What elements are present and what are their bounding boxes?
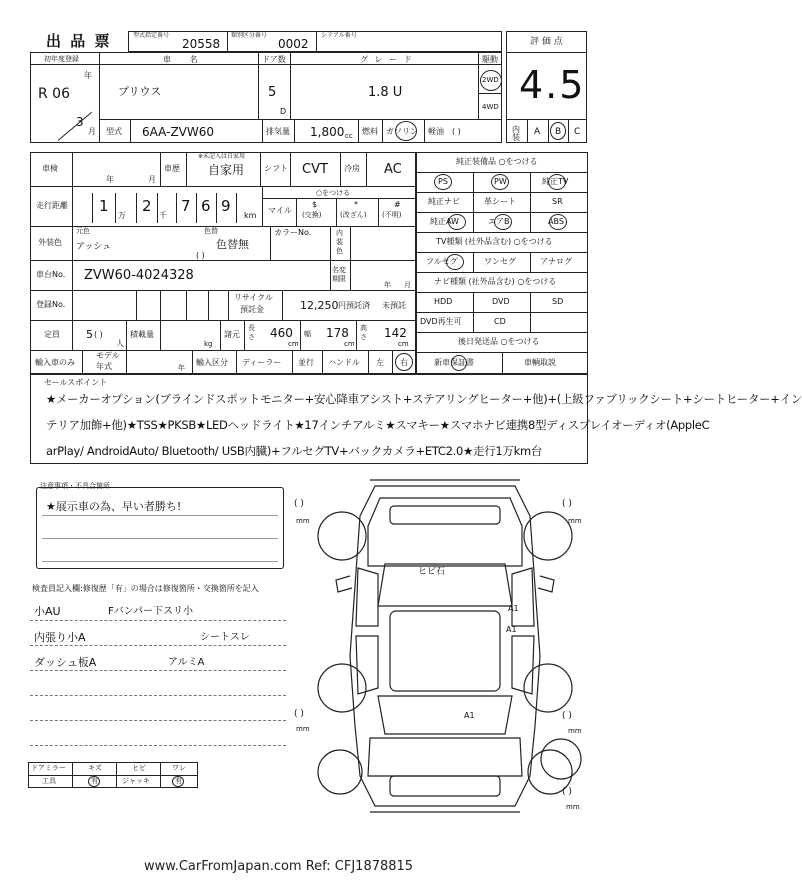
height-value: 142 [384,326,407,340]
tv-fullseg-circle [446,254,464,270]
legend-header-kizu: キズ [88,764,102,772]
displacement-unit: cc [345,132,353,140]
history-note: ※未記入は自家用 [198,153,246,160]
odo-unit-man: 万 [118,211,126,220]
tire-rl-mm: mm [296,725,310,733]
sales-line-2: テリア加飾+他)★TSS★PKSB★LEDヘッドライト★17インチアルミ★スマキー★スマホナビ連携8型ディスプレイオーディオ(AppleC [46,418,710,432]
recycle-unpaid: 未預託 [382,301,406,310]
sales-line-3: arPlay/ AndroidAuto/ Bluetooth/ USB内臓)+フルセグTV+バックカメラ+ETC2.0★走行1万km台 [46,444,543,458]
shift-value: CVT [302,162,328,177]
length-unit: cm [288,340,299,348]
month-value: 3 [76,115,84,129]
handle-label: ハンドル [328,358,360,367]
mileage-opt-tamper: * [354,200,358,209]
navi-hdd: HDD [434,297,453,306]
odo-digit-4: 6 [201,197,211,215]
displacement-label: 排気量 [266,127,290,136]
equip-sr: SR [552,197,563,206]
navi-dvd-play: DVD再生可 [420,317,462,326]
sheet-title: 出 品 票 [46,32,112,50]
model-year-unit: 年 [178,364,185,372]
import-class-label: 輸入区分 [196,358,228,367]
first-reg-label: 初年度登録 [44,55,79,63]
odo-unit-sen: 千 [159,211,167,220]
history-label: 車歴 [164,164,180,173]
tire-fr-paren: ( ) [562,499,572,509]
width-value: 178 [326,326,349,340]
color-original-label: 元色 [76,227,90,235]
light-oil-paren: ( ) [452,127,461,136]
model-value: 6AA-ZVW60 [142,125,215,139]
watermark: www.CarFromJapan.com Ref: CFJ1878815 [144,859,414,874]
legend-tools-circle [88,776,100,787]
load-label: 積載量 [130,330,154,339]
car-name-label: 車 名 [163,55,206,64]
interior-grade-b: B [555,127,562,137]
legend-jack-yes: 有 [175,777,182,785]
category-label: 類別区分番号 [231,32,268,39]
light-oil-label: 軽油 [428,127,444,136]
equip-airbag: エアB [488,217,510,226]
inspector-item-3-right: アルミA [168,657,205,668]
doors-value: 5 [268,85,277,100]
odometer-label: 走行距離 [36,201,68,210]
height-unit: cm [398,340,409,348]
damage-mark-2: A1 [506,625,517,634]
length-value: 460 [270,326,293,340]
equip-pw: PW [494,177,507,186]
caution-line-1: ★展示車の為、早い者勝ち! [46,500,182,513]
drive-4wd: 4WD [482,103,499,111]
sales-line-1: ★メーカーオプション(ブラインドスポットモニター+安心降車アシスト+ステアリングヒーター+他)+(上級ファブリックシート+シートヒーター+イン [46,392,802,406]
tire-spare-paren: ( ) [562,787,572,797]
fuel-label: 燃料 [362,127,378,136]
tv-oneseg: ワンセグ [484,257,516,266]
tire-spare-mm: mm [566,803,580,811]
navi-sd: SD [552,297,564,306]
car-damage-diagram [290,476,600,816]
tire-fl-paren: ( ) [294,499,304,509]
model-year-label: モデル [96,351,120,360]
color-code-value: 色替無 [216,238,249,251]
damage-mark-1: A1 [508,604,519,613]
legend-header-ware: ワレ [172,764,186,772]
doors-label: ドア数 [262,55,286,64]
tire-rr-mm: mm [568,727,582,735]
inspector-item-2-left: 内張り小A [34,631,86,644]
fuel-value: ガソリン [386,127,418,136]
spare-tire [541,739,581,779]
model-cert-label: 型式指定番号 [133,32,170,39]
later-warranty: 新車保証書 [434,358,474,367]
inspector-item-1-right: Fバンパー下スリ小 [108,606,194,617]
tv-fullseg: フルセグ [426,257,458,266]
equip-leather-seat: 革シート [484,197,516,206]
ac-value: AC [384,162,402,177]
right-label: 右 [400,358,408,367]
roof-note: ヒビ石 [418,567,446,577]
tv-analog: アナログ [540,257,572,266]
color-original-value: アッシュ [76,242,112,252]
color-paren: ( ) [196,251,205,260]
caution-label: 注意事項・不具合箇所 [40,482,110,490]
capacity-label: 定員 [44,330,60,339]
tv-title: TV種類 (社外品含む) ○をつける [436,237,553,246]
inspector-item-2-right: シートスレ [200,632,250,643]
interior-label: 内装 [512,125,520,142]
equip-abs-circle [549,214,567,230]
legend-tools: 工具 [42,777,56,785]
model-label: 型式 [106,127,122,136]
left-label: 左 [376,358,384,367]
legend-tools-yes: 有 [91,777,98,785]
recycle-unit: 円預託済 [338,301,370,310]
equip-airbag-circle [494,214,512,230]
equip-genuine-navi: 純正ナビ [428,197,460,206]
interior-grade-a: A [534,127,541,137]
recycle-label: リサイクル [234,293,273,302]
recycle-label2: 預託金 [240,305,264,314]
genuine-title: 純正装備品 ○をつける [456,157,538,166]
dims-label: 諸元 [224,330,240,339]
height-label: 高さ [360,324,367,341]
title-change-year: 年 [384,281,391,289]
equip-genuine-tv-circle [548,174,566,190]
capacity-unit: 人 [116,339,124,348]
year-value: R 06 [38,86,70,102]
dealer-label: ディーラー [242,358,282,367]
grade-label: グ レ ー ド [360,55,414,64]
drive-label: 駆動 [482,55,498,64]
inspector-item-1-left: 小AU [34,605,61,618]
mileage-opt-unknown: # [394,200,401,209]
title-change-label: 名変期限 [332,266,346,283]
odo-digit-2: 2 [142,197,152,215]
model-cert-value: 20558 [182,37,221,51]
legend-header-hibi: ヒビ [132,764,146,772]
mileage-label: マイル [268,206,292,215]
fuel-circle [395,121,417,141]
car-name-value: プリウス [118,85,162,98]
grade-score-label: 評 価 点 [530,37,563,47]
legend-jack: ジャッキ [122,777,150,785]
serial-label: シリアル番号 [321,32,357,39]
doors-suffix: D [280,107,287,116]
inspection-label: 車検 [42,164,58,173]
interior-color-label: 内装色 [336,229,343,255]
odo-digit-5: 9 [221,197,231,215]
equip-genuine-aw-circle [448,214,466,230]
mileage-opt-exchange-sub: (交換) [302,211,322,219]
sales-label: セールスポイント [44,378,108,387]
shift-label: シフト [264,164,288,173]
tire-rl-paren: ( ) [294,709,304,719]
damage-mark-3: A1 [464,711,475,720]
equip-ps-circle [434,174,452,190]
equip-ps: PS [438,177,448,186]
width-label: 幅 [304,330,311,338]
chassis-value: ZVW60-4024328 [84,268,194,283]
tire-fl-mm: mm [296,517,310,525]
grade-score-value: 4.5 [519,63,586,107]
title-change-month: 月 [404,281,411,289]
load-unit: kg [204,340,213,348]
odo-unit-km: km [244,211,257,220]
drive-2wd-circle [480,70,502,91]
interior-grade-c: C [574,127,581,137]
equip-abs: ABS [548,217,564,226]
parallel-label: 並行 [298,358,314,367]
mileage-opt-unknown-sub: (不明) [382,211,402,219]
tire-rr-paren: ( ) [562,711,572,721]
model-year-label2: 年式 [96,362,112,371]
tire-fr-mm: mm [568,517,582,525]
grade-value: 1.8 U [368,85,403,100]
color-no-label: カラーNo. [274,228,312,237]
navi-cd: CD [494,317,506,326]
history-value: 自家用 [208,163,245,177]
month-label: 月 [88,127,96,136]
color-code-label: 色替 [204,227,218,235]
ac-label: 冷房 [344,164,360,173]
chassis-label: 車台No. [36,270,66,279]
inspection-month: 月 [148,175,156,184]
capacity-value: 5 [86,328,93,341]
equip-genuine-tv: 純正TV [542,177,569,186]
capacity-paren: ( ) [94,330,103,339]
category-value: 0002 [278,37,309,51]
legend-header-mirror: ドアミラー [31,764,66,772]
length-label: 長さ [248,324,255,341]
year-label: 年 [84,71,92,80]
drive-2wd: 2WD [482,76,499,84]
recycle-value: 12,250 [300,299,339,312]
inspector-label: 検査員記入欄:修復歴「有」の場合は修復箇所・交換箇所を記入 [32,584,259,593]
inspection-year: 年 [106,175,114,184]
right-handle-circle [395,353,413,371]
mileage-mark-hint: ○をつける [316,189,351,197]
mileage-opt-exchange: $ [312,200,318,209]
legend-jack-circle [172,776,184,787]
interior-grade-b-circle [550,122,566,140]
displacement-value: 1,800 [310,125,345,139]
reg-no-label: 登録No. [36,300,66,309]
color-label: 外装色 [38,238,62,247]
equip-genuine-aw: 純正AW [430,217,459,226]
width-unit: cm [344,340,355,348]
later-manual: 車輌取説 [524,358,556,367]
navi-title: ナビ種類 (社外品含む) ○をつける [434,277,557,286]
later-title: 後日発送品 ○をつける [458,337,540,346]
import-label: 輸入車のみ [35,358,75,367]
odo-digit-3: 7 [181,197,191,215]
inspector-item-3-left: ダッシュ板A [34,656,97,669]
equip-pw-circle [491,174,509,190]
navi-dvd: DVD [492,297,510,306]
later-warranty-circle [451,355,467,371]
odo-digit-1: 1 [99,197,109,215]
mileage-opt-tamper-sub: (改ざん) [340,211,367,219]
